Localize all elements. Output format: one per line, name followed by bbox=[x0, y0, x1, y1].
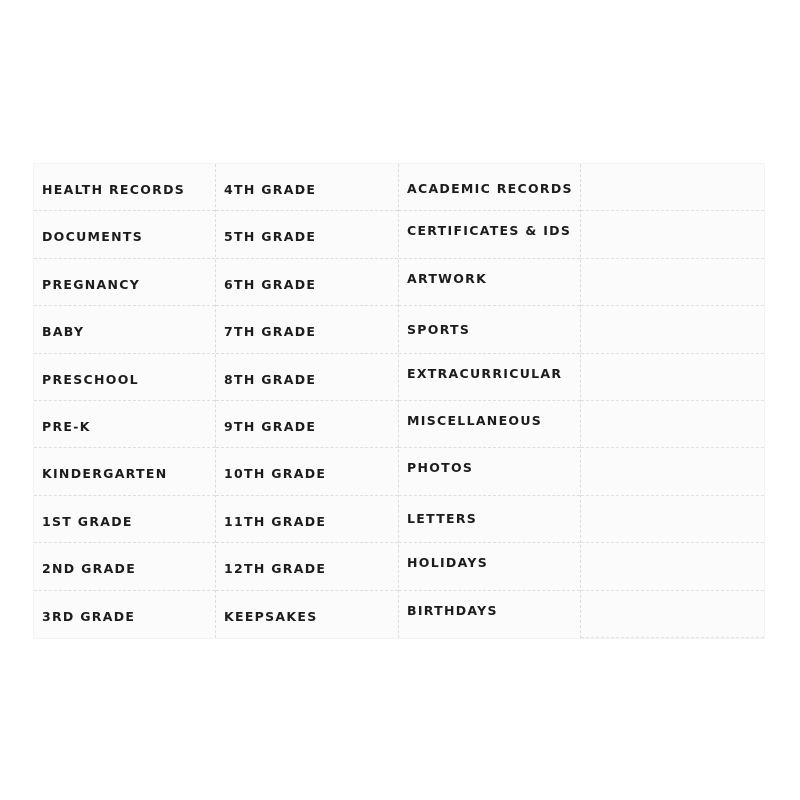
label-text: 5TH GRADE bbox=[224, 229, 317, 245]
label-text: 4TH GRADE bbox=[224, 182, 317, 197]
label-holidays bbox=[399, 543, 580, 590]
label-text: ACADEMIC RECORDS bbox=[407, 181, 573, 196]
label-certificates-ids bbox=[399, 211, 580, 258]
blank-label bbox=[581, 448, 764, 495]
label-8th-grade bbox=[216, 354, 398, 401]
label-text: KINDERGARTEN bbox=[42, 466, 168, 482]
label-text: PHOTOS bbox=[407, 460, 474, 476]
label-column-blank bbox=[581, 164, 764, 638]
label-column-2 bbox=[216, 164, 399, 638]
label-sheet bbox=[34, 164, 764, 638]
label-7th-grade bbox=[216, 306, 398, 353]
blank-label bbox=[581, 591, 764, 638]
label-column-3 bbox=[399, 164, 581, 638]
label-text: ARTWORK bbox=[407, 270, 488, 286]
label-text: BABY bbox=[42, 324, 85, 340]
label-letters bbox=[399, 496, 580, 543]
blank-label bbox=[581, 306, 764, 353]
label-pregnancy bbox=[34, 259, 215, 306]
label-documents bbox=[34, 211, 215, 258]
label-text: CERTIFICATES & IDS bbox=[407, 223, 572, 239]
label-text: KEEPSAKES bbox=[224, 608, 318, 624]
label-11th-grade bbox=[216, 496, 398, 543]
label-text: PREGNANCY bbox=[42, 276, 141, 292]
label-text: DOCUMENTS bbox=[42, 229, 143, 245]
blank-label bbox=[581, 354, 764, 401]
label-text: 12TH GRADE bbox=[224, 561, 327, 577]
label-4th-grade bbox=[216, 164, 398, 211]
label-12th-grade bbox=[216, 543, 398, 590]
blank-label bbox=[581, 259, 764, 306]
label-text: SPORTS bbox=[407, 322, 471, 338]
label-text: HEALTH RECORDS bbox=[42, 182, 186, 197]
label-text: 2ND GRADE bbox=[42, 561, 137, 577]
label-9th-grade bbox=[216, 401, 398, 448]
label-preschool bbox=[34, 354, 215, 401]
label-text: 3RD GRADE bbox=[42, 608, 136, 624]
label-column-1 bbox=[34, 164, 216, 638]
label-text: EXTRACURRICULAR bbox=[407, 365, 563, 381]
label-text: BIRTHDAYS bbox=[407, 602, 498, 618]
label-text: LETTERS bbox=[407, 510, 478, 526]
label-miscellaneous bbox=[399, 401, 580, 448]
label-baby bbox=[34, 306, 215, 353]
label-10th-grade bbox=[216, 448, 398, 495]
label-6th-grade bbox=[216, 259, 398, 306]
label-text: 6TH GRADE bbox=[224, 276, 317, 292]
label-text: 1ST GRADE bbox=[42, 513, 133, 529]
label-3rd-grade bbox=[34, 591, 215, 638]
blank-label bbox=[581, 401, 764, 448]
label-5th-grade bbox=[216, 211, 398, 258]
label-extracurricular bbox=[399, 354, 580, 401]
label-text: PRESCHOOL bbox=[42, 371, 139, 387]
label-artwork bbox=[399, 259, 580, 306]
label-text: PRE-K bbox=[42, 419, 91, 434]
label-academic-records bbox=[399, 164, 580, 211]
blank-label bbox=[581, 164, 764, 211]
label-1st-grade bbox=[34, 496, 215, 543]
label-birthdays bbox=[399, 591, 580, 638]
blank-label bbox=[581, 543, 764, 590]
label-text: HOLIDAYS bbox=[407, 555, 489, 571]
blank-label bbox=[581, 211, 764, 258]
blank-label bbox=[581, 496, 764, 543]
label-health-records bbox=[34, 164, 215, 211]
label-text: 10TH GRADE bbox=[224, 466, 327, 482]
label-sports bbox=[399, 306, 580, 353]
label-text: 11TH GRADE bbox=[224, 513, 327, 529]
label-text: MISCELLANEOUS bbox=[407, 413, 543, 428]
label-kindergarten bbox=[34, 448, 215, 495]
label-pre-k bbox=[34, 401, 215, 448]
label-2nd-grade bbox=[34, 543, 215, 590]
label-keepsakes bbox=[216, 591, 398, 638]
label-text: 9TH GRADE bbox=[224, 419, 317, 434]
label-photos bbox=[399, 448, 580, 495]
label-text: 7TH GRADE bbox=[224, 324, 317, 340]
label-text: 8TH GRADE bbox=[224, 371, 317, 387]
